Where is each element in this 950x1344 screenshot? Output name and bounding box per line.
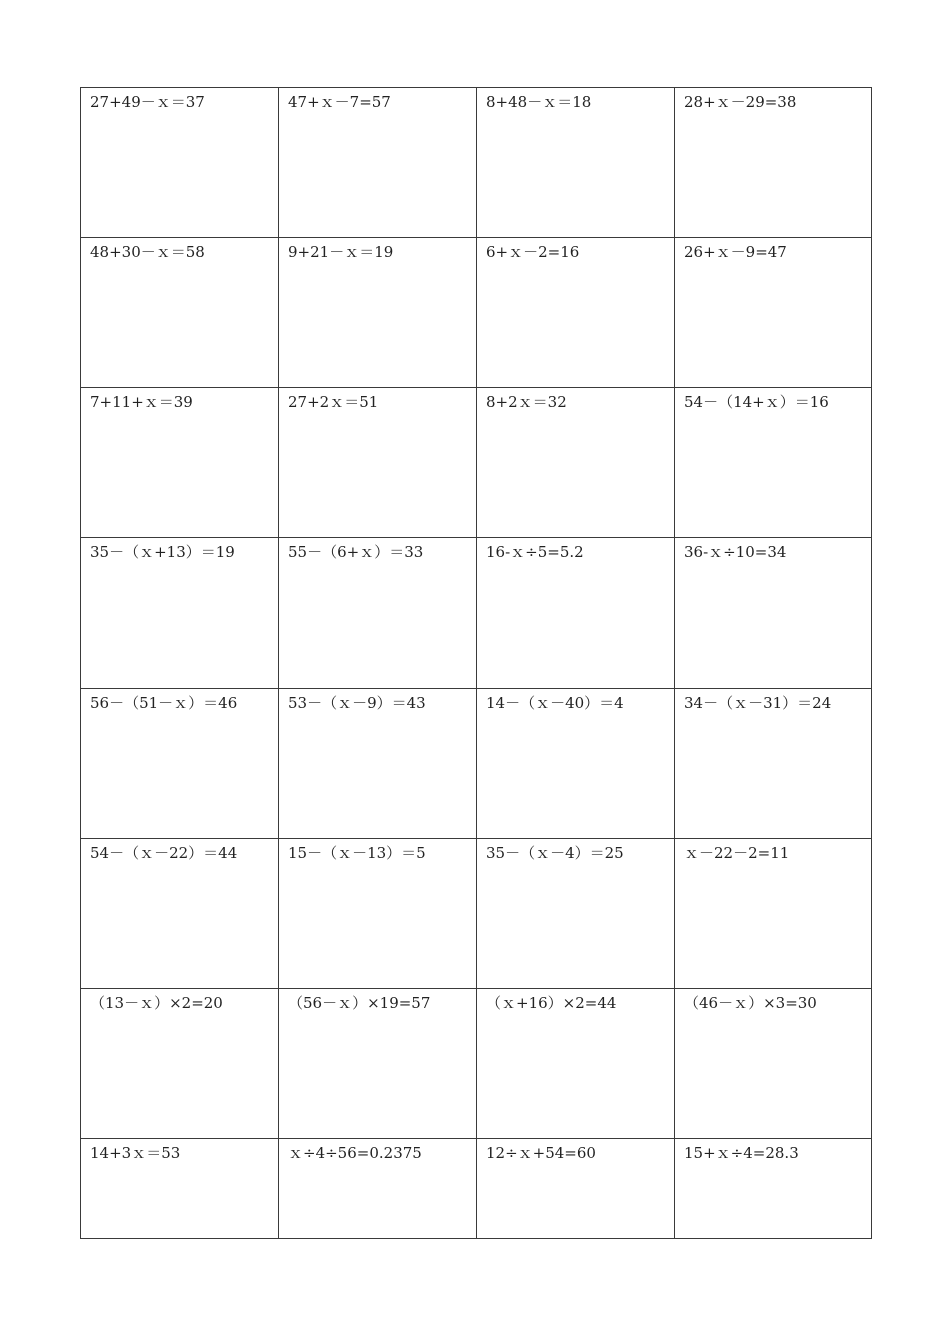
equation-cell: 47+ｘ－7=57	[279, 88, 477, 238]
equation-cell: ｘ÷4÷56=0.2375	[279, 1138, 477, 1238]
equation-cell: 9+21－ｘ＝19	[279, 238, 477, 388]
worksheet-row-5	[81, 688, 872, 838]
equation-worksheet-table	[80, 87, 872, 1239]
equation-cell: 34－（ｘ－31）＝24	[675, 688, 872, 838]
equation-cell: 14－（ｘ－40）＝4	[477, 688, 675, 838]
equation-cell: 8+2ｘ＝32	[477, 388, 675, 538]
equation-cell: 8+48－ｘ＝18	[477, 88, 675, 238]
worksheet-row-1	[81, 88, 872, 238]
equation-cell: 7+11+ｘ＝39	[81, 388, 279, 538]
equation-cell: 15－（ｘ－13）＝5	[279, 838, 477, 988]
equation-cell: 54－（ｘ－22）＝44	[81, 838, 279, 988]
equation-cell: 35－（ｘ－4）＝25	[477, 838, 675, 988]
worksheet-row-4	[81, 538, 872, 688]
equation-cell: 16-ｘ÷5=5.2	[477, 538, 675, 688]
equation-cell: 27+49－ｘ＝37	[81, 88, 279, 238]
equation-cell: 6+ｘ－2=16	[477, 238, 675, 388]
equation-cell: 56－（51－ｘ）＝46	[81, 688, 279, 838]
equation-cell: 12÷ｘ+54=60	[477, 1138, 675, 1238]
equation-cell: 27+2ｘ＝51	[279, 388, 477, 538]
equation-cell: （56－ｘ）×19=57	[279, 988, 477, 1138]
equation-cell: 35－（ｘ+13）＝19	[81, 538, 279, 688]
equation-cell: ｘ－22－2=11	[675, 838, 872, 988]
equation-cell: 48+30－ｘ＝58	[81, 238, 279, 388]
worksheet-row-3	[81, 388, 872, 538]
equation-cell: 26+ｘ－9=47	[675, 238, 872, 388]
equation-cell: 28+ｘ－29=38	[675, 88, 872, 238]
equation-cell: 54－（14+ｘ）＝16	[675, 388, 872, 538]
worksheet-row-2	[81, 238, 872, 388]
equation-cell: 15+ｘ÷4=28.3	[675, 1138, 872, 1238]
equation-cell: （ｘ+16）×2=44	[477, 988, 675, 1138]
worksheet-row-7	[81, 988, 872, 1138]
equation-cell: 55－（6+ｘ）＝33	[279, 538, 477, 688]
equation-cell: （46－ｘ）×3=30	[675, 988, 872, 1138]
equation-cell: 53－（ｘ－9）＝43	[279, 688, 477, 838]
worksheet-row-6	[81, 838, 872, 988]
worksheet-row-8	[81, 1138, 872, 1238]
equation-cell: （13－ｘ）×2=20	[81, 988, 279, 1138]
equation-cell: 14+3ｘ＝53	[81, 1138, 279, 1238]
equation-cell: 36-ｘ÷10=34	[675, 538, 872, 688]
